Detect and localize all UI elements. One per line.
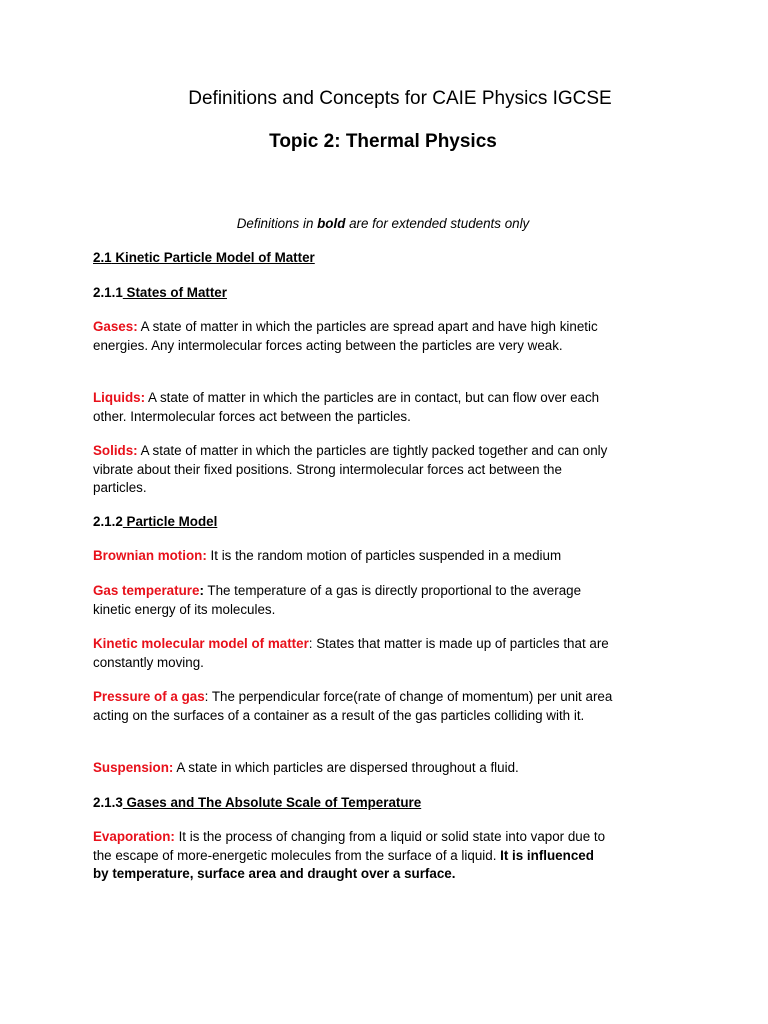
section-title: Particle Model: [122, 514, 218, 529]
definition-text: A state of matter in which the particles are spread apart and have high kinetic energies. Any intermolecular forces acting between the particles are very weak.: [93, 319, 598, 353]
definition-term: Liquids:: [93, 390, 146, 405]
definition-term: Gases:: [93, 319, 138, 334]
definition-text: A state of matter in which the particles are tightly packed together and can only vibrate about their fixed positions. Strong intermolecular forces act between the particles.: [93, 443, 608, 496]
definition-liquids: [93, 389, 613, 426]
definition-suspension: [93, 759, 613, 778]
note-text-before: Definitions in: [236, 216, 318, 231]
section-number: 2.1.2: [93, 514, 123, 529]
definition-gas-temperature: [93, 582, 613, 619]
definition-extended-text: It is influenced by temperature, surface area and draught over a surface.: [93, 847, 594, 882]
definition-term: Gas temperature: [93, 583, 200, 598]
definition-text: : States that matter is made up of particles that are constantly moving.: [93, 636, 609, 670]
definition-pressure-of-gas: [93, 688, 613, 725]
definition-term: Solids:: [93, 443, 138, 458]
topic-title: Topic 2: Thermal Physics: [269, 131, 497, 152]
definition-colon: :: [199, 583, 204, 598]
definition-brownian-motion: [93, 547, 613, 566]
section-heading-2-1-1: [93, 284, 613, 303]
definition-term: Pressure of a gas: [93, 689, 205, 704]
definition-term: Suspension:: [93, 760, 174, 775]
definition-solids: [93, 442, 613, 498]
definition-kinetic-model: [93, 635, 613, 672]
section-number: 2.1.3: [93, 795, 123, 810]
note-text-after: are for extended students only: [345, 216, 530, 231]
definition-gases: [93, 318, 613, 355]
section-title: States of Matter: [122, 285, 227, 300]
definition-text: The temperature of a gas is directly proportional to the average kinetic energy of its molecules.: [93, 583, 582, 617]
section-number: 2.1.1: [93, 285, 123, 300]
section-title: Kinetic Particle Model of Matter: [111, 250, 315, 265]
definition-evaporation: [93, 828, 613, 884]
definition-term: Evaporation:: [93, 829, 175, 844]
section-number: 2.1: [93, 250, 112, 265]
section-title: Gases and The Absolute Scale of Temperature: [122, 795, 422, 810]
definition-text: It is the random motion of particles suspended in a medium: [206, 548, 562, 563]
section-heading-2-1-2: [93, 513, 613, 532]
extended-note: [0, 214, 766, 233]
document-title: Definitions and Concepts for CAIE Physics IGCSE: [188, 88, 612, 109]
definition-term: Brownian motion:: [93, 548, 207, 563]
definition-text: : The perpendicular force(rate of change of momentum) per unit area acting on the surfaces of a container as a result of the gas particles colliding with it.: [93, 689, 613, 723]
definition-text: It is the process of changing from a liquid or solid state into vapor due to the escape of more-energetic molecules from the surface of a liquid.: [93, 829, 606, 863]
note-bold-word: bold: [317, 216, 346, 231]
section-heading-2-1-3: [93, 794, 613, 813]
definition-term: Kinetic molecular model of matter: [93, 636, 309, 651]
definition-text: A state of matter in which the particles are in contact, but can flow over each other. Intermolecular forces act between the particles.: [93, 390, 600, 424]
definition-text: A state in which particles are dispersed throughout a fluid.: [173, 760, 519, 775]
section-heading-2-1: [93, 249, 613, 268]
